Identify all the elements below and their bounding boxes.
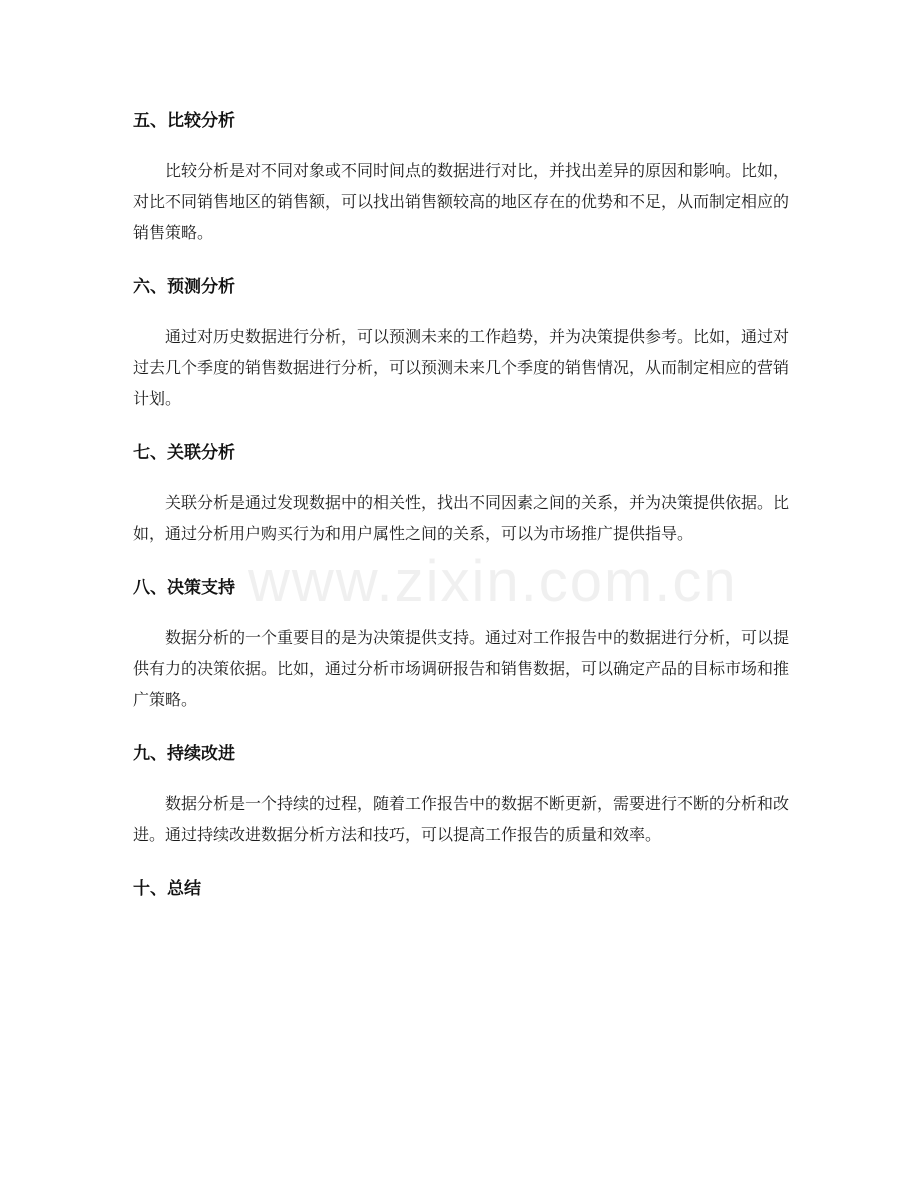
section-heading: 七、关联分析 bbox=[133, 443, 235, 463]
section-paragraph: 关联分析是通过发现数据中的相关性，找出不同因素之间的关系，并为决策提供依据。比如，通过分析用户购买行为和用户属性之间的关系，可以为市场推广提供指导。 bbox=[133, 493, 790, 543]
section-heading: 十、总结 bbox=[133, 879, 201, 899]
document-content bbox=[133, 104, 789, 923]
section-heading: 五、比较分析 bbox=[133, 111, 235, 131]
section-continuous-improvement bbox=[133, 737, 789, 850]
section-paragraph: 数据分析的一个重要目的是为决策提供支持。通过对工作报告中的数据进行分析，可以提供有力的决策依据。比如，通过分析市场调研报告和销售数据，可以确定产品的目标市场和推广策略。 bbox=[133, 628, 790, 709]
section-comparison-analysis bbox=[133, 104, 789, 248]
section-decision-support bbox=[133, 571, 789, 715]
section-heading: 六、预测分析 bbox=[133, 277, 235, 297]
watermark-text: www.zixin.com.cn bbox=[248, 549, 738, 614]
section-heading: 八、决策支持 bbox=[133, 578, 235, 598]
section-prediction-analysis bbox=[133, 270, 789, 414]
section-paragraph: 通过对历史数据进行分析，可以预测未来的工作趋势，并为决策提供参考。比如，通过对过去几个季度的销售数据进行分析，可以预测未来几个季度的销售情况，从而制定相应的营销计划。 bbox=[133, 327, 790, 408]
section-paragraph: 比较分析是对不同对象或不同时间点的数据进行对比，并找出差异的原因和影响。比如，对比不同销售地区的销售额，可以找出销售额较高的地区存在的优势和不足，从而制定相应的销售策略。 bbox=[133, 161, 790, 242]
section-paragraph: 数据分析是一个持续的过程，随着工作报告中的数据不断更新，需要进行不断的分析和改进。通过持续改进数据分析方法和技巧，可以提高工作报告的质量和效率。 bbox=[133, 794, 790, 844]
section-heading: 九、持续改进 bbox=[133, 744, 235, 764]
section-summary bbox=[133, 872, 789, 906]
section-correlation-analysis bbox=[133, 436, 789, 549]
